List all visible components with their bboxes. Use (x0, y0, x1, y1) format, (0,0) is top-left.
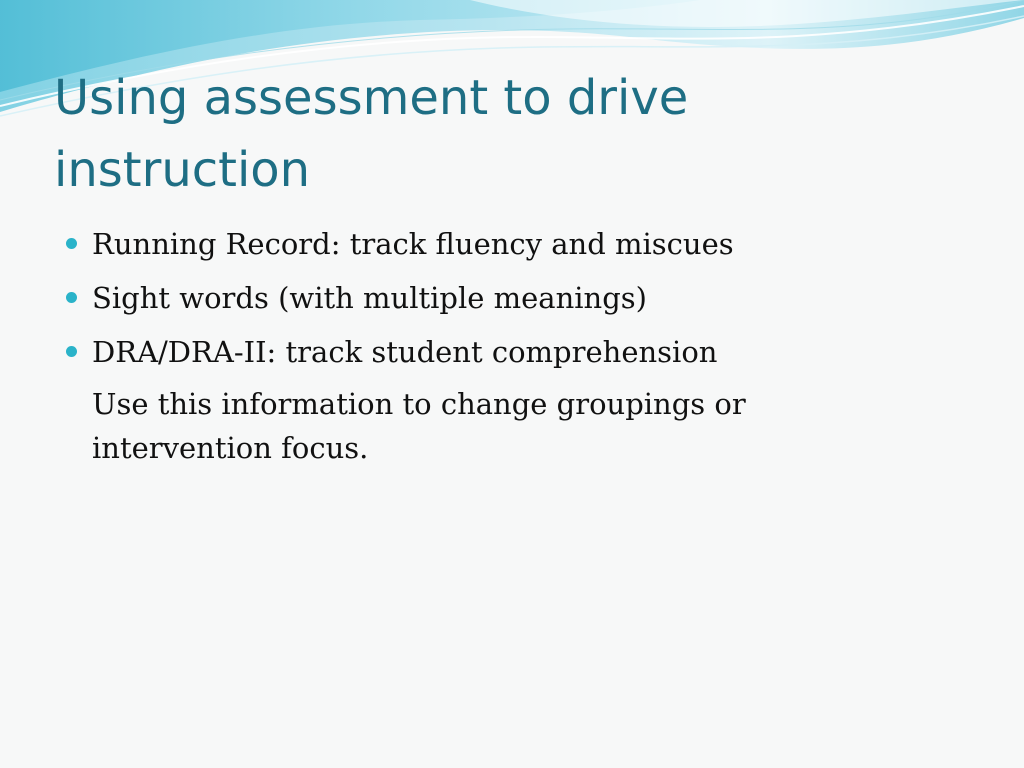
filled-circle-bullet-icon (66, 346, 77, 357)
filled-circle-bullet-icon (66, 238, 77, 249)
filled-circle-bullet-icon (66, 292, 77, 303)
bullet-list (62, 222, 962, 384)
list-item (62, 276, 962, 330)
list-item (62, 222, 962, 276)
bullet-text: Running Record: track fluency and miscues (92, 227, 734, 261)
bullet-text: Sight words (with multiple meanings) (92, 281, 647, 315)
slide-title: Using assessment to drive instruction (54, 70, 689, 198)
continuation-paragraph: Use this information to change groupings or intervention focus. (92, 387, 746, 465)
bullet-text: DRA/DRA-II: track student comprehension (92, 335, 718, 369)
list-item (62, 330, 962, 384)
